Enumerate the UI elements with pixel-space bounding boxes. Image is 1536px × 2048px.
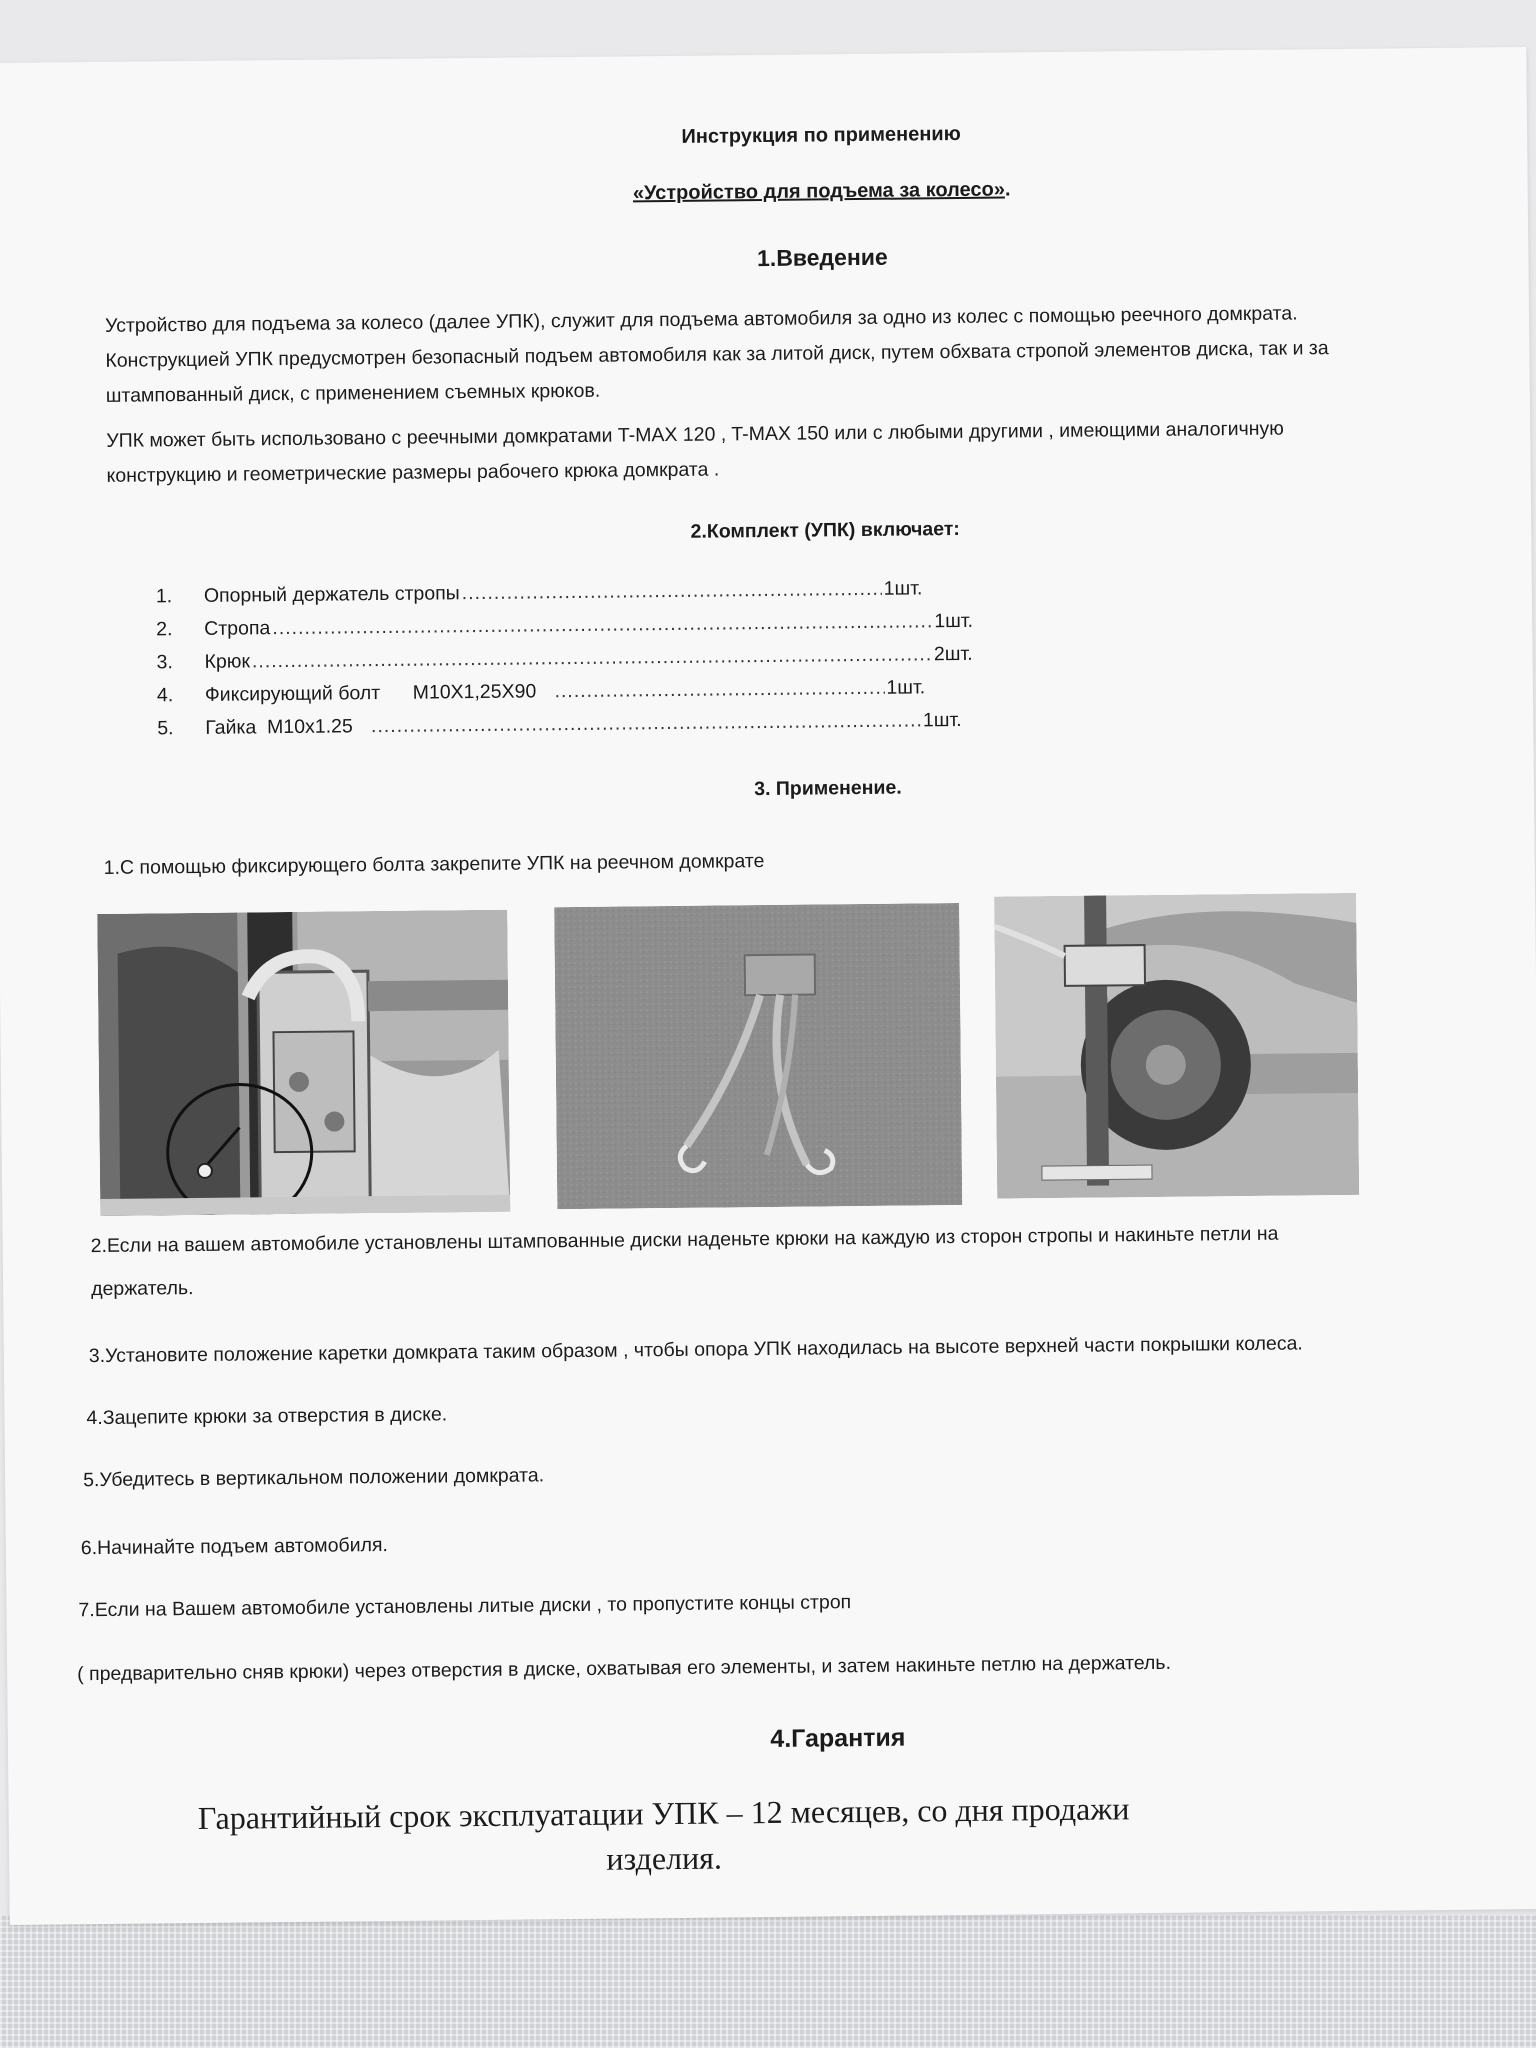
kit-item-name: Крюк	[204, 650, 251, 673]
warranty-text: Гарантийный срок эксплуатации УПК – 12 месяцев, со дня продажи изделия.	[197, 1790, 1130, 1877]
intro-line: УПК может быть использовано с реечными домкратами T-MAX 120 , T-MAX 150 или с любыми другими , имеющими аналогичную	[106, 417, 1284, 452]
kit-item-qty: 1шт.	[922, 708, 962, 732]
warranty-heading: 4.Гарантия	[770, 1723, 906, 1754]
intro-line: штампованный диск, с применением съемных крюков.	[105, 379, 601, 407]
kit-item-number: 4.	[156, 684, 174, 707]
kit-item-qty: 1шт.	[883, 577, 923, 600]
usage-step-2-line: держатель.	[91, 1277, 194, 1301]
photo-jack-mount	[97, 910, 510, 1216]
usage-step-6: 6.Начинайте подъем автомобиля.	[80, 1534, 389, 1560]
document-title: Инструкция по применению	[681, 122, 961, 148]
intro-line: Конструкцией УПК предусмотрен безопасный подъем автомобиля как за литой диск, путем обхвата стропой элементов диска, так и за	[105, 337, 1329, 372]
kit-item-leader	[371, 709, 921, 738]
kit-item-leader	[554, 677, 884, 703]
kit-item-name: Гайка M10x1.25	[205, 715, 370, 739]
usage-heading: 3. Применение.	[754, 776, 902, 801]
usage-step-2-line: 2.Если на вашем автомобиле установлены штампованные диски наденьте крюки на каждую из сторон стропы и накиньте петли на	[90, 1222, 1279, 1258]
usage-step-7-continued: ( предварительно сняв крюки) через отверстия в диске, охватывая его элементы, и затем накиньте петлю на держатель.	[77, 1651, 1172, 1686]
instruction-sheet	[0, 47, 1536, 1925]
usage-step-4: 4.Зацепите крюки за отверстия в диске.	[86, 1403, 448, 1430]
photo-strap-hooks-image	[554, 903, 962, 1209]
photo-car-lift-image	[994, 893, 1359, 1199]
kit-item-name: Стропа	[204, 617, 271, 640]
intro-line: конструкцию и геометрические размеры рабочего крюка домкрата .	[106, 458, 720, 487]
kit-item-number: 2.	[156, 618, 173, 641]
document-subtitle	[0, 172, 1536, 212]
kit-item-qty: 2шт.	[933, 642, 973, 666]
photo-strip	[99, 899, 1362, 1222]
photo-strap-hooks	[554, 903, 962, 1209]
usage-step-7: 7.Если на Вашем автомобиле установлены литые диски , то пропустите концы строп	[78, 1591, 852, 1622]
usage-step-2	[90, 1213, 1279, 1311]
table-surface	[0, 1915, 1536, 2048]
photo-car-lift	[994, 893, 1359, 1199]
subtitle-text: «Устройство для подъема за колесо»	[632, 178, 1006, 205]
photo-jack-mount-image	[97, 910, 510, 1216]
kit-item-number: 5.	[157, 717, 174, 740]
intro-heading: 1.Введение	[756, 243, 888, 272]
kit-item-number: 3.	[156, 651, 173, 674]
usage-step-1: 1.С помощью фиксирующего болта закрепите УПК на реечном домкрате	[103, 850, 765, 879]
kit-heading: 2.Комплект (УПК) включает:	[690, 517, 960, 543]
kit-list	[156, 577, 998, 751]
usage-step-5: 5.Убедитесь в вертикальном положении домкрата.	[83, 1464, 545, 1492]
kit-item-name: Фиксирующий болт M10X1,25X90	[204, 680, 553, 706]
intro-line: Устройство для подъема за колесо (далее УПК), служит для подъема автомобиля за одно из колес с помощью реечного домкрата.	[104, 302, 1298, 337]
kit-item-qty: 1шт.	[934, 609, 974, 633]
kit-item-leader	[462, 578, 882, 605]
kit-item-qty: 1шт.	[886, 676, 926, 699]
intro-paragraph-1	[105, 296, 1329, 414]
intro-paragraph-2	[106, 412, 1284, 494]
kit-item-number: 1.	[155, 585, 173, 608]
usage-step-3: 3.Установите положение каретки домкрата таким образом , чтобы опора УПК находилась на высоте верхней части покрышки колеса.	[88, 1332, 1303, 1368]
subtitle-suffix: .	[1004, 178, 1011, 201]
kit-item-name: Опорный держатель стропы	[203, 582, 460, 607]
